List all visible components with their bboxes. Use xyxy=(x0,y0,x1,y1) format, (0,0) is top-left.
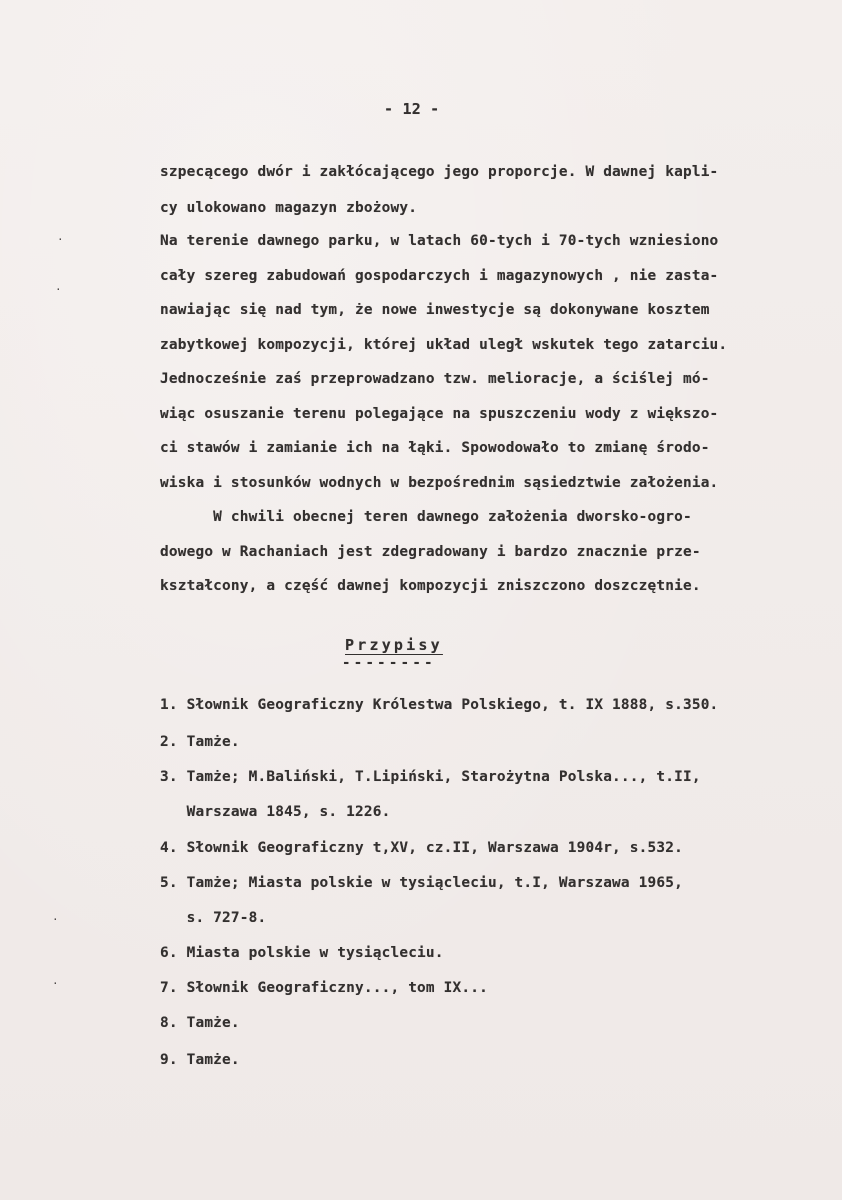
footnote-item: 6. Miasta polskie w tysiącleciu. xyxy=(160,945,444,961)
body-line: zabytkowej kompozycji, której układ uległ wskutek tego zatarciu. xyxy=(160,337,728,353)
body-line: dowego w Rachaniach jest zdegradowany i bardzo znacznie prze- xyxy=(160,544,701,560)
footnote-item: 2. Tamże. xyxy=(160,734,240,750)
footnote-item: 3. Tamże; M.Baliński, T.Lipiński, Starożytna Polska..., t.II, xyxy=(160,769,701,785)
body-line: cy ulokowano magazyn zbożowy. xyxy=(160,200,418,216)
footnotes-heading: Przypisy xyxy=(345,636,443,654)
body-line: Jednocześnie zaś przeprowadzano tzw. melioracje, a ściślej mó- xyxy=(160,371,710,387)
footnote-item: s. 727-8. xyxy=(160,910,267,926)
margin-mark: · xyxy=(55,283,62,296)
body-line: wiąc osuszanie terenu polegające na spuszczeniu wody z większo- xyxy=(160,406,719,422)
margin-mark: · xyxy=(52,977,59,990)
body-line: cały szereg zabudowań gospodarczych i magazynowych , nie zasta- xyxy=(160,268,719,284)
body-line: kształcony, a część dawnej kompozycji zniszczono doszczętnie. xyxy=(160,578,701,594)
body-line: wiska i stosunków wodnych w bezpośrednim sąsiedztwie założenia. xyxy=(160,475,719,491)
body-line: ci stawów i zamianie ich na łąki. Spowodowało to zmianę środo- xyxy=(160,440,710,456)
margin-mark: · xyxy=(57,233,64,246)
footnote-item: 8. Tamże. xyxy=(160,1015,240,1031)
footnote-item: 5. Tamże; Miasta polskie w tysiącleciu, t.I, Warszawa 1965, xyxy=(160,875,683,891)
body-line: szpecącego dwór i zakłócającego jego proporcje. W dawnej kapli- xyxy=(160,164,719,180)
footnotes-heading-underline: -------- xyxy=(342,655,436,671)
body-line: W chwili obecnej teren dawnego założenia dworsko-ogro- xyxy=(160,509,692,525)
body-line: Na terenie dawnego parku, w latach 60-tych i 70-tych wzniesiono xyxy=(160,233,719,249)
footnote-item: 1. Słownik Geograficzny Królestwa Polskiego, t. IX 1888, s.350. xyxy=(160,697,719,713)
footnote-item: Warszawa 1845, s. 1226. xyxy=(160,804,391,820)
body-line: nawiając się nad tym, że nowe inwestycje są dokonywane kosztem xyxy=(160,302,710,318)
footnote-item: 9. Tamże. xyxy=(160,1052,240,1068)
margin-mark: · xyxy=(52,913,59,926)
footnote-item: 4. Słownik Geograficzny t,XV, cz.II, Warszawa 1904r, s.532. xyxy=(160,840,683,856)
page-number: - 12 - xyxy=(384,100,440,118)
footnote-item: 7. Słownik Geograficzny..., tom IX... xyxy=(160,980,488,996)
